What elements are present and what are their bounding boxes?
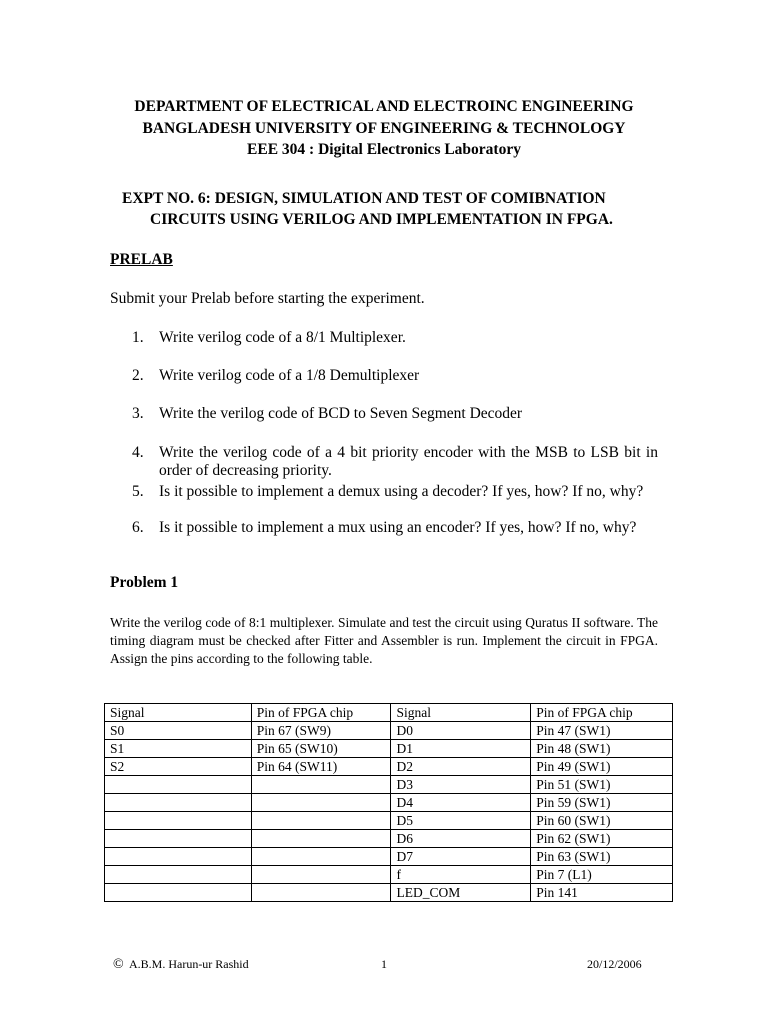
table-cell: Pin 62 (SW1): [531, 830, 673, 848]
footer-author: [113, 957, 249, 973]
problem1-text: Write the verilog code of 8:1 multiplexer. Simulate and test the circuit using Quratus II software. The timing diagram must be checked after Fitter and Assembler is run. Implement the circuit in FPGA. Assign the pins according to the following table.: [110, 615, 658, 667]
table-row: [105, 866, 673, 884]
table-cell: Pin 63 (SW1): [531, 848, 673, 866]
table-cell: [105, 812, 252, 830]
table-cell: f: [391, 866, 531, 884]
table-header-cell: Pin of FPGA chip: [251, 704, 391, 722]
table-cell: [105, 830, 252, 848]
table-cell: Pin 65 (SW10): [251, 740, 391, 758]
table-header-row: [105, 704, 673, 722]
table-row: [105, 884, 673, 902]
table-cell: Pin 48 (SW1): [531, 740, 673, 758]
prelab-question: [132, 367, 658, 385]
table-cell: D5: [391, 812, 531, 830]
table-row: [105, 722, 673, 740]
table-cell: Pin 64 (SW11): [251, 758, 391, 776]
university-title: BANGLADESH UNIVERSITY OF ENGINEERING & TECHNOLOGY: [142, 120, 626, 137]
table-row: [105, 830, 673, 848]
footer-date: 20/12/2006: [587, 957, 642, 971]
department-title: DEPARTMENT OF ELECTRICAL AND ELECTROINC ENGINEERING: [134, 98, 634, 115]
table-cell: D3: [391, 776, 531, 794]
table-cell: Pin 49 (SW1): [531, 758, 673, 776]
pin-assignment-table: [104, 703, 673, 902]
experiment-title-line2: CIRCUITS USING VERILOG AND IMPLEMENTATION IN FPGA.: [150, 211, 613, 228]
prelab-question: [132, 519, 658, 537]
prelab-question: [132, 444, 658, 480]
table-cell: S0: [105, 722, 252, 740]
table-cell: Pin 60 (SW1): [531, 812, 673, 830]
table-row: [105, 848, 673, 866]
question-number: 1.: [132, 329, 144, 346]
table-cell: Pin 51 (SW1): [531, 776, 673, 794]
author-name: A.B.M. Harun-ur Rashid: [128, 957, 249, 971]
table-cell: [251, 866, 391, 884]
question-number: 2.: [132, 367, 144, 384]
table-cell: S2: [105, 758, 252, 776]
question-number: 4.: [132, 444, 144, 461]
table-cell: Pin 59 (SW1): [531, 794, 673, 812]
table-cell: D4: [391, 794, 531, 812]
table-row: [105, 776, 673, 794]
table-cell: Pin 67 (SW9): [251, 722, 391, 740]
prelab-heading: PRELAB: [110, 251, 173, 268]
problem1-title: Problem 1: [110, 574, 179, 591]
experiment-title-line1: EXPT NO. 6: DESIGN, SIMULATION AND TEST OF COMIBNATION: [122, 190, 606, 207]
table-cell: LED_COM: [391, 884, 531, 902]
copyright-icon: ©: [113, 957, 124, 972]
table-header-cell: Signal: [105, 704, 252, 722]
table-cell: [251, 830, 391, 848]
table-header-cell: Pin of FPGA chip: [531, 704, 673, 722]
table-cell: [105, 794, 252, 812]
table-cell: Pin 141: [531, 884, 673, 902]
table-cell: [105, 776, 252, 794]
question-number: 3.: [132, 405, 144, 422]
table-cell: [251, 848, 391, 866]
question-number: 6.: [132, 519, 144, 536]
table-header-cell: Signal: [391, 704, 531, 722]
question-text: Is it possible to implement a mux using an encoder? If yes, how? If no, why?: [159, 519, 637, 536]
table-cell: [251, 812, 391, 830]
table-cell: Pin 47 (SW1): [531, 722, 673, 740]
question-text: Write verilog code of a 1/8 Demultiplexer: [159, 367, 420, 384]
question-text: Write the verilog code of BCD to Seven Segment Decoder: [159, 405, 523, 422]
table-row: [105, 740, 673, 758]
table-cell: D7: [391, 848, 531, 866]
table-cell: [105, 884, 252, 902]
table-cell: [251, 776, 391, 794]
table-cell: Pin 7 (L1): [531, 866, 673, 884]
table-row: [105, 812, 673, 830]
table-cell: S1: [105, 740, 252, 758]
question-number: 5.: [132, 483, 144, 500]
table-cell: D2: [391, 758, 531, 776]
prelab-question: [132, 329, 658, 347]
question-text: Write verilog code of a 8/1 Multiplexer.: [159, 329, 406, 346]
prelab-question: [132, 483, 658, 501]
table-row: [105, 794, 673, 812]
course-title: EEE 304 : Digital Electronics Laboratory: [247, 141, 521, 158]
table-row: [105, 758, 673, 776]
table-cell: [251, 794, 391, 812]
page-number: 1: [381, 957, 387, 971]
table-cell: D6: [391, 830, 531, 848]
table-cell: [251, 884, 391, 902]
prelab-intro: Submit your Prelab before starting the experiment.: [110, 290, 425, 307]
prelab-question: [132, 405, 658, 423]
table-cell: D1: [391, 740, 531, 758]
table-cell: [105, 848, 252, 866]
table-cell: D0: [391, 722, 531, 740]
question-text: Write the verilog code of a 4 bit priority encoder with the MSB to LSB bit in order of decreasing priority.: [159, 444, 658, 479]
question-text: Is it possible to implement a demux using a decoder? If yes, how? If no, why?: [159, 483, 644, 500]
table-cell: [105, 866, 252, 884]
